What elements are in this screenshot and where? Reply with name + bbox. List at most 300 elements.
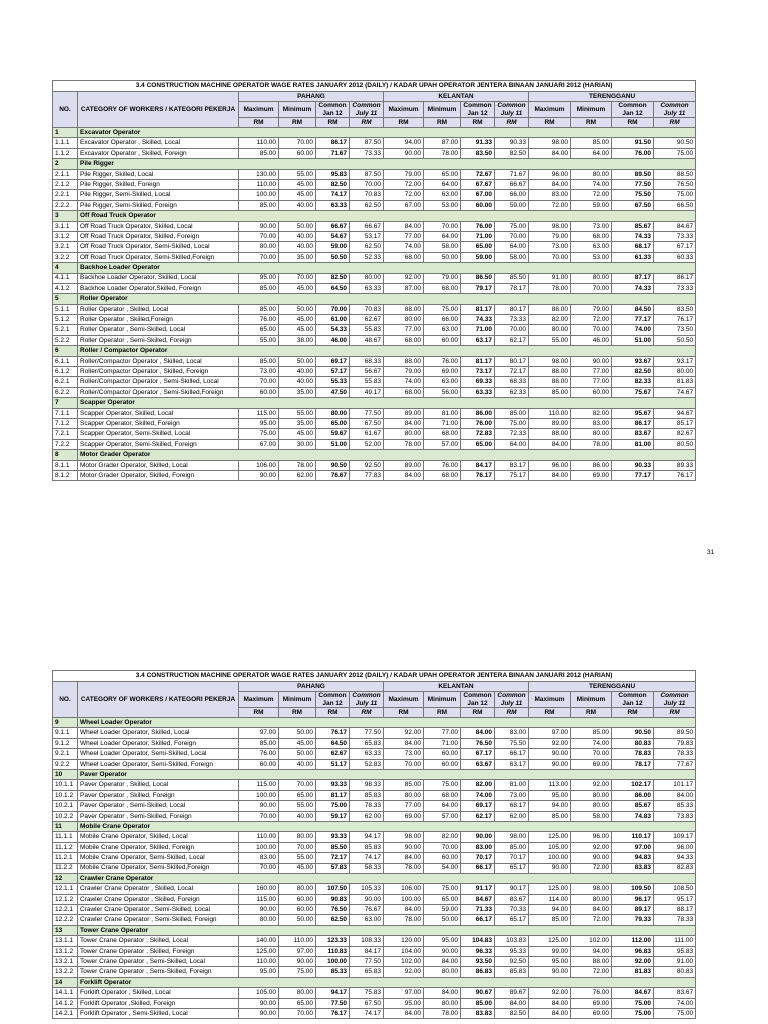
rate-cell: 80.00 — [384, 429, 424, 439]
rate-cell: 70.00 — [571, 325, 612, 335]
rate-cell: 68.00 — [424, 470, 461, 480]
row-name: Off Road Truck Operator, Semi-Skilled, Local — [78, 242, 239, 252]
unit-label: RM — [612, 707, 654, 717]
rate-cell: 60.00 — [424, 853, 461, 863]
row-no: 6.1.1 — [53, 356, 78, 366]
rate-cell: 80.00 — [571, 273, 612, 283]
header-state: PAHANG — [239, 682, 384, 692]
rate-cell: 125.00 — [529, 884, 571, 894]
row-name: Pile Rigger, Semi-Skilled, Foreign — [78, 200, 239, 210]
rate-cell: 57.00 — [424, 439, 461, 449]
rate-cell: 78.00 — [384, 915, 424, 925]
rate-cell: 53.00 — [424, 200, 461, 210]
rate-cell: 72.00 — [571, 863, 612, 873]
rate-cell: 111.00 — [654, 936, 696, 946]
row-no: 10.2.2 — [53, 811, 78, 821]
rate-cell: 90.00 — [239, 905, 279, 915]
rate-cell: 88.00 — [529, 377, 571, 387]
rate-cell: 67.17 — [654, 242, 696, 252]
rate-cell: 76.00 — [461, 419, 495, 429]
rate-cell: 89.67 — [495, 988, 529, 998]
rate-cell: 105.00 — [239, 988, 279, 998]
table-row — [53, 780, 696, 790]
rate-cell: 75.00 — [279, 967, 316, 977]
rate-cell: 88.17 — [654, 905, 696, 915]
rate-cell: 80.17 — [495, 356, 529, 366]
rate-cell: 52.00 — [350, 439, 384, 449]
rate-cell: 100.00 — [239, 842, 279, 852]
rate-cell: 59.00 — [571, 200, 612, 210]
rate-cell: 50.00 — [279, 728, 316, 738]
rate-cell: 69.17 — [316, 356, 350, 366]
rate-cell: 83.00 — [461, 842, 495, 852]
rate-cell: 56.00 — [424, 387, 461, 397]
rate-cell: 123.33 — [316, 936, 350, 946]
row-no: 8.1.2 — [53, 470, 78, 480]
rate-cell: 75.50 — [612, 190, 654, 200]
rate-cell: 110.00 — [529, 408, 571, 418]
header-state: TERENGGANU — [529, 682, 696, 692]
rate-cell: 95.00 — [424, 936, 461, 946]
rate-cell: 87.00 — [384, 283, 424, 293]
row-name: Forklift Operator ,Skilled, Foreign — [78, 998, 239, 1008]
rate-cell: 35.00 — [279, 252, 316, 262]
rate-cell: 78.00 — [279, 460, 316, 470]
header-col-2: Common Jan 12 — [612, 102, 654, 117]
wage-rates-table-page-31 — [52, 80, 696, 481]
rate-cell: 70.00 — [239, 252, 279, 262]
rate-cell: 68.00 — [384, 335, 424, 345]
header-col-0: Maximum — [384, 102, 424, 117]
rate-cell: 80.00 — [571, 790, 612, 800]
row-no: 3.2.2 — [53, 252, 78, 262]
rate-cell: 84.00 — [495, 998, 529, 1008]
rate-cell: 109.17 — [654, 832, 696, 842]
rate-cell: 69.17 — [461, 801, 495, 811]
rate-cell: 93.33 — [316, 780, 350, 790]
rate-cell: 89.00 — [384, 408, 424, 418]
rate-cell: 86.17 — [654, 273, 696, 283]
table-row — [53, 387, 696, 397]
section-row — [53, 128, 696, 138]
rate-cell: 59.00 — [316, 242, 350, 252]
unit-label: RM — [424, 707, 461, 717]
section-no: 12 — [53, 873, 78, 883]
section-no: 14 — [53, 977, 78, 987]
rate-cell: 45.00 — [279, 325, 316, 335]
rate-cell: 82.50 — [316, 180, 350, 190]
row-no: 11.1.2 — [53, 842, 78, 852]
rate-cell: 69.00 — [571, 1009, 612, 1019]
rate-cell: 77.17 — [612, 470, 654, 480]
table-row — [53, 884, 696, 894]
table-row — [53, 842, 696, 852]
rate-cell: 84.00 — [529, 1009, 571, 1019]
rate-cell: 76.67 — [316, 470, 350, 480]
rate-cell: 46.00 — [316, 335, 350, 345]
row-no: 2.1.2 — [53, 180, 78, 190]
rate-cell: 92.00 — [612, 957, 654, 967]
section-name: Scapper Operator — [78, 398, 696, 408]
rate-cell: 69.00 — [384, 811, 424, 821]
rate-cell: 80.00 — [239, 915, 279, 925]
rate-cell: 65.00 — [461, 242, 495, 252]
rate-cell: 84.00 — [654, 790, 696, 800]
unit-label: RM — [571, 707, 612, 717]
rate-cell: 72.17 — [316, 853, 350, 863]
table-row — [53, 988, 696, 998]
rate-cell: 45.00 — [279, 283, 316, 293]
rate-cell: 95.67 — [612, 408, 654, 418]
rate-cell: 94.00 — [529, 801, 571, 811]
row-no: 9.1.1 — [53, 728, 78, 738]
table-row — [53, 273, 696, 283]
rate-cell: 58.00 — [495, 252, 529, 262]
rate-cell: 85.00 — [461, 998, 495, 1008]
rate-cell: 97.00 — [279, 946, 316, 956]
rate-cell: 89.17 — [612, 905, 654, 915]
rate-cell: 77.50 — [350, 957, 384, 967]
rate-cell: 88.00 — [571, 957, 612, 967]
row-name: Roller/Compactor Operator , Skilled, Local — [78, 356, 239, 366]
rate-cell: 65.00 — [424, 169, 461, 179]
row-name: Tower Crane Operator , Skilled, Foreign — [78, 946, 239, 956]
rate-cell: 100.00 — [239, 790, 279, 800]
rate-cell: 80.00 — [424, 967, 461, 977]
rate-cell: 114.00 — [529, 894, 571, 904]
unit-label: RM — [316, 707, 350, 717]
rate-cell: 85.00 — [239, 304, 279, 314]
rate-cell: 70.00 — [350, 180, 384, 190]
unit-label: RM — [279, 707, 316, 717]
rate-cell: 87.50 — [350, 169, 384, 179]
rate-cell: 90.00 — [384, 148, 424, 158]
table-title-row — [53, 81, 696, 92]
row-no: 14.1.1 — [53, 988, 78, 998]
rate-cell: 80.00 — [571, 894, 612, 904]
rate-cell: 75.00 — [612, 998, 654, 1008]
rate-cell: 77.67 — [654, 759, 696, 769]
table-row — [53, 252, 696, 262]
rate-cell: 92.00 — [529, 988, 571, 998]
section-name: Roller / Compactor Operator — [78, 346, 696, 356]
rate-cell: 89.00 — [529, 419, 571, 429]
row-name: Scapper Operator, Semi-Skilled, Foreign — [78, 439, 239, 449]
rate-cell: 108.50 — [654, 884, 696, 894]
rate-cell: 79.33 — [612, 915, 654, 925]
rate-cell: 81.17 — [461, 356, 495, 366]
rate-cell: 84.67 — [654, 221, 696, 231]
rate-cell: 74.00 — [612, 325, 654, 335]
table-row — [53, 470, 696, 480]
rate-cell: 94.33 — [654, 853, 696, 863]
rate-cell: 64.50 — [316, 738, 350, 748]
rate-cell: 90.67 — [461, 988, 495, 998]
row-name: Pile Rigger, Semi-Skilled, Local — [78, 190, 239, 200]
rate-cell: 115.00 — [239, 780, 279, 790]
rate-cell: 60.00 — [424, 335, 461, 345]
row-no: 11.2.2 — [53, 863, 78, 873]
row-no: 4.1.1 — [53, 273, 78, 283]
rate-cell: 88.00 — [529, 429, 571, 439]
rate-cell: 110.00 — [239, 832, 279, 842]
unit-label: RM — [461, 117, 495, 127]
rate-cell: 40.00 — [279, 367, 316, 377]
rate-cell: 70.00 — [529, 252, 571, 262]
rate-cell: 46.00 — [571, 335, 612, 345]
row-no: 7.2.2 — [53, 439, 78, 449]
rate-cell: 82.50 — [612, 367, 654, 377]
rate-cell: 52.83 — [350, 759, 384, 769]
rate-cell: 60.00 — [571, 387, 612, 397]
table-row — [53, 460, 696, 470]
rate-cell: 80.00 — [571, 169, 612, 179]
rate-cell: 85.33 — [654, 801, 696, 811]
rate-cell: 80.83 — [612, 738, 654, 748]
rate-cell: 63.00 — [571, 242, 612, 252]
rate-cell: 76.17 — [316, 1009, 350, 1019]
rate-cell: 92.00 — [571, 780, 612, 790]
rate-cell: 63.67 — [461, 759, 495, 769]
header-col-1: Minimum — [279, 692, 316, 707]
table-row — [53, 728, 696, 738]
rate-cell: 70.00 — [424, 842, 461, 852]
section-name: Roller Operator — [78, 294, 696, 304]
rate-cell: 76.17 — [654, 470, 696, 480]
rate-cell: 66.00 — [424, 315, 461, 325]
rate-cell: 84.00 — [384, 1009, 424, 1019]
rate-cell: 75.00 — [612, 1009, 654, 1019]
row-name: Wheel Loader Operator, Semi-Skilled, Foreign — [78, 759, 239, 769]
rate-cell: 82.00 — [424, 832, 461, 842]
row-no: 1.1.2 — [53, 148, 78, 158]
row-name: Backhoe Loader Operator, Skilled, Local — [78, 273, 239, 283]
rate-cell: 70.00 — [239, 231, 279, 241]
rate-cell: 50.00 — [424, 915, 461, 925]
section-row — [53, 770, 696, 780]
row-no: 12.2.1 — [53, 905, 78, 915]
rate-cell: 74.67 — [654, 387, 696, 397]
rate-cell: 62.50 — [350, 242, 384, 252]
row-name: Paver Operator , Semi-Skilled, Local — [78, 801, 239, 811]
header-col-0: Maximum — [239, 692, 279, 707]
rate-cell: 40.00 — [279, 377, 316, 387]
rate-cell: 63.17 — [495, 759, 529, 769]
rate-cell: 109.50 — [612, 884, 654, 894]
rate-cell: 110.00 — [279, 936, 316, 946]
rate-cell: 75.00 — [424, 884, 461, 894]
rate-cell: 98.33 — [350, 780, 384, 790]
table-row — [53, 905, 696, 915]
rate-cell: 80.00 — [384, 315, 424, 325]
row-no: 13.1.1 — [53, 936, 78, 946]
rate-cell: 97.00 — [612, 842, 654, 852]
rate-cell: 70.00 — [279, 842, 316, 852]
rate-cell: 77.17 — [612, 315, 654, 325]
rate-cell: 62.17 — [461, 811, 495, 821]
rate-cell: 60.00 — [424, 759, 461, 769]
rate-cell: 55.00 — [279, 853, 316, 863]
row-name: Backhoe Loader Operator,Skilled, Foreign — [78, 283, 239, 293]
rate-cell: 91.00 — [654, 957, 696, 967]
unit-label: RM — [424, 117, 461, 127]
rate-cell: 100.00 — [384, 894, 424, 904]
header-no: NO. — [53, 682, 78, 718]
rate-cell: 86.17 — [612, 419, 654, 429]
rate-cell: 160.00 — [239, 884, 279, 894]
rate-cell: 80.00 — [571, 801, 612, 811]
rate-cell: 74.00 — [654, 998, 696, 1008]
row-no: 10.1.1 — [53, 780, 78, 790]
rate-cell: 63.00 — [424, 190, 461, 200]
rate-cell: 73.33 — [350, 148, 384, 158]
rate-cell: 98.00 — [384, 832, 424, 842]
rate-cell: 73.00 — [239, 367, 279, 377]
rate-cell: 55.00 — [279, 408, 316, 418]
rate-cell: 75.00 — [424, 304, 461, 314]
unit-label: RM — [612, 117, 654, 127]
rate-cell: 82.00 — [529, 315, 571, 325]
row-name: Tower Crane Operator , Semi-Skilled, Local — [78, 957, 239, 967]
table-row — [53, 356, 696, 366]
table-row — [53, 138, 696, 148]
rate-cell: 70.00 — [279, 1009, 316, 1019]
unit-label: RM — [571, 117, 612, 127]
rate-cell: 70.00 — [279, 780, 316, 790]
row-name: Crawler Crane Operator , Semi-Skilled, Foreign — [78, 915, 239, 925]
rate-cell: 72.00 — [384, 180, 424, 190]
row-name: Off Road Truck Operator, Semi-Skilled,Foreign — [78, 252, 239, 262]
rate-cell: 84.00 — [384, 738, 424, 748]
rate-cell: 79.17 — [461, 283, 495, 293]
rate-cell: 79.00 — [529, 231, 571, 241]
section-name: Off Road Truck Operator — [78, 211, 696, 221]
rate-cell: 90.00 — [529, 749, 571, 759]
rate-cell: 60.00 — [239, 387, 279, 397]
rate-cell: 84.17 — [350, 946, 384, 956]
rate-cell: 68.00 — [424, 283, 461, 293]
rate-cell: 80.00 — [350, 273, 384, 283]
rate-cell: 96.17 — [612, 894, 654, 904]
rate-cell: 75.00 — [495, 419, 529, 429]
section-no: 13 — [53, 925, 78, 935]
rate-cell: 98.00 — [529, 138, 571, 148]
section-name: Excavator Operator — [78, 128, 696, 138]
rate-cell: 70.00 — [279, 138, 316, 148]
table-row — [53, 853, 696, 863]
rate-cell: 83.00 — [495, 728, 529, 738]
rate-cell: 63.17 — [461, 335, 495, 345]
rate-cell: 64.00 — [495, 439, 529, 449]
rate-cell: 63.33 — [350, 749, 384, 759]
rate-cell: 93.17 — [654, 356, 696, 366]
table-row — [53, 738, 696, 748]
rate-cell: 73.17 — [461, 367, 495, 377]
rate-cell: 85.83 — [495, 967, 529, 977]
row-name: Tower Crane Operator , Skilled, Local — [78, 936, 239, 946]
header-row — [53, 92, 696, 102]
rate-cell: 70.83 — [350, 190, 384, 200]
rate-cell: 68.33 — [495, 377, 529, 387]
rate-cell: 96.00 — [571, 832, 612, 842]
rate-cell: 71.67 — [316, 148, 350, 158]
unit-label: RM — [654, 117, 696, 127]
row-name: Motor Grader Operator, Skilled, Local — [78, 460, 239, 470]
rate-cell: 55.83 — [350, 377, 384, 387]
rate-cell: 90.00 — [529, 759, 571, 769]
table-row — [53, 242, 696, 252]
row-no: 7.1.1 — [53, 408, 78, 418]
rate-cell: 86.00 — [612, 790, 654, 800]
row-no: 13.2.1 — [53, 957, 78, 967]
rate-cell: 88.50 — [654, 169, 696, 179]
header-no: NO. — [53, 92, 78, 128]
rate-cell: 89.50 — [612, 169, 654, 179]
unit-label: RM — [316, 117, 350, 127]
table-row — [53, 408, 696, 418]
rate-cell: 74.00 — [571, 180, 612, 190]
table-row — [53, 200, 696, 210]
rate-cell: 45.00 — [279, 863, 316, 873]
row-name: Tower Crane Operator , Semi-Skilled, Foreign — [78, 967, 239, 977]
rate-cell: 70.00 — [239, 863, 279, 873]
table-row — [53, 894, 696, 904]
rate-cell: 76.00 — [424, 356, 461, 366]
rate-cell: 93.33 — [316, 832, 350, 842]
rate-cell: 100.00 — [316, 957, 350, 967]
rate-cell: 93.50 — [461, 957, 495, 967]
table-row — [53, 967, 696, 977]
rate-cell: 58.00 — [571, 811, 612, 821]
rate-cell: 55.00 — [279, 801, 316, 811]
table-row — [53, 190, 696, 200]
header-col-0: Maximum — [384, 692, 424, 707]
header-state: KELANTAN — [384, 682, 529, 692]
rate-cell: 78.00 — [424, 1009, 461, 1019]
section-name: Crawler Crane Operator — [78, 873, 696, 883]
row-no: 12.2.2 — [53, 915, 78, 925]
rate-cell: 86.83 — [461, 967, 495, 977]
rate-cell: 83.67 — [654, 988, 696, 998]
rate-cell: 63.33 — [316, 200, 350, 210]
header-col-1: Minimum — [571, 102, 612, 117]
table-row — [53, 936, 696, 946]
rate-cell: 82.67 — [654, 429, 696, 439]
rate-cell: 77.50 — [350, 408, 384, 418]
rate-cell: 87.00 — [424, 138, 461, 148]
rate-cell: 53.00 — [571, 252, 612, 262]
table-row — [53, 419, 696, 429]
section-no: 8 — [53, 450, 78, 460]
unit-label: RM — [350, 117, 384, 127]
rate-cell: 80.00 — [279, 884, 316, 894]
rate-cell: 62.50 — [316, 915, 350, 925]
rate-cell: 83.50 — [461, 148, 495, 158]
rate-cell: 90.00 — [424, 946, 461, 956]
row-name: Scapper Operator, Skilled, Local — [78, 408, 239, 418]
header-col-0: Maximum — [529, 102, 571, 117]
wage-rates-table-page-32 — [52, 670, 696, 1019]
rate-cell: 66.67 — [316, 221, 350, 231]
rate-cell: 89.33 — [654, 460, 696, 470]
header-col-3: Common July 11 — [495, 102, 529, 117]
row-name: Roller Operator , Skilled, Local — [78, 304, 239, 314]
rate-cell: 90.00 — [571, 356, 612, 366]
rate-cell: 62.00 — [279, 470, 316, 480]
rate-cell: 85.00 — [239, 200, 279, 210]
rate-cell: 65.00 — [461, 439, 495, 449]
rate-cell: 50.00 — [279, 356, 316, 366]
